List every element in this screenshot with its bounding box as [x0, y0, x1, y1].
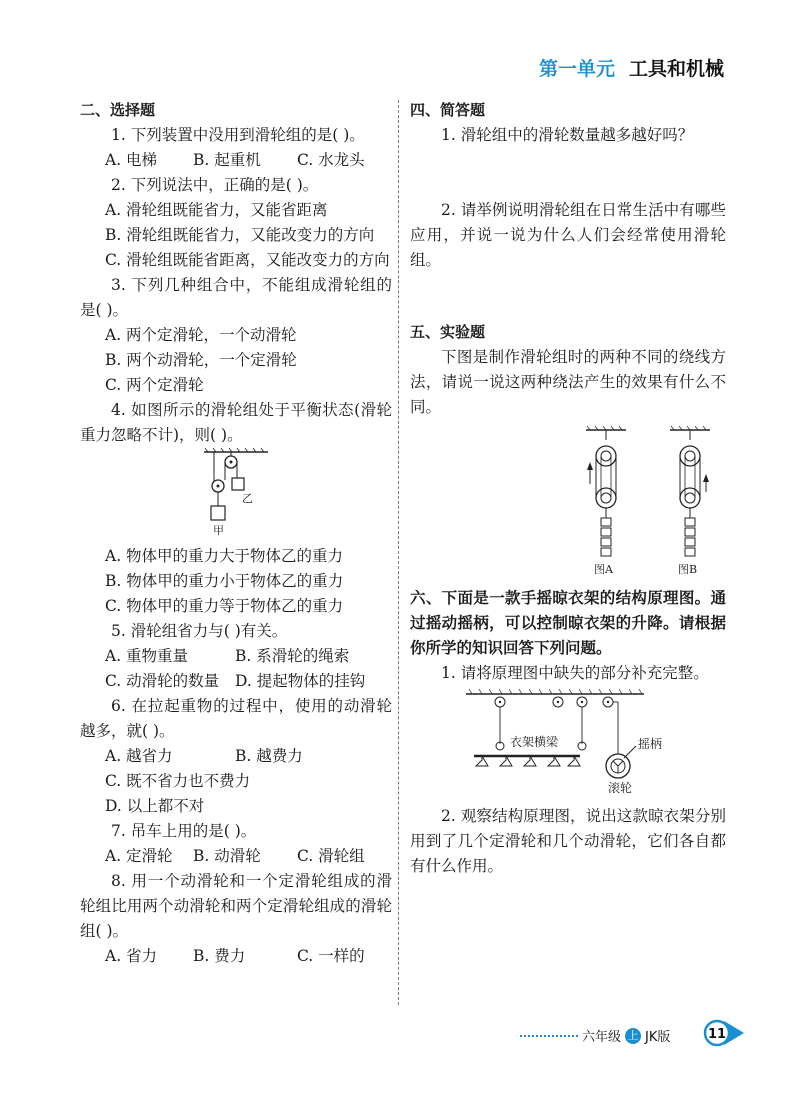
page-header — [539, 54, 724, 81]
option: C. 动滑轮的数量 — [105, 672, 220, 690]
left-column — [80, 98, 392, 969]
option: C. 滑轮组既能省距离，又能改变力的方向 — [105, 251, 390, 269]
question-6: 6. 在拉起重物的过程中，使用的动滑轮越多，就( )。 — [80, 697, 392, 740]
section-title-drying-rack: 六、下面是一款手摇晾衣架的结构原理图。通过摇动摇柄，可以控制晾衣架的升降。请根据你所学的知识回答下列问题。 — [410, 589, 726, 657]
option: A. 省力 — [105, 947, 158, 965]
page-number: 11 — [707, 1027, 727, 1042]
unit-topic: 工具和机械 — [628, 58, 724, 80]
roller-label: 滚轮 — [608, 781, 633, 795]
option: A. 滑轮组既能省力，又能省距离 — [105, 201, 328, 219]
short-answer-question-2: 2. 请举例说明滑轮组在日常生活中有哪些应用，并说一说为什么人们会经常使用滑轮组。 — [410, 201, 726, 269]
option: B. 动滑轮 — [193, 847, 261, 865]
drying-rack-question-1: 1. 请将原理图中缺失的部分补充完整。 — [441, 664, 709, 682]
unit-label: 第一单元 — [538, 58, 615, 80]
option: B. 起重机 — [193, 151, 261, 169]
page-number-badge — [702, 1018, 746, 1048]
option: B. 两个动滑轮，一个定滑轮 — [105, 351, 297, 369]
section-title-experiment: 五、实验题 — [410, 323, 486, 341]
edition-label: JK版 — [645, 1030, 671, 1045]
question-1: 1. 下列装置中没用到滑轮组的是( )。 — [111, 126, 365, 144]
question-3: 3. 下列几种组合中，不能组成滑轮组的是( )。 — [80, 276, 392, 319]
question-4: 4. 如图所示的滑轮组处于平衡状态(滑轮重力忽略不计)，则( )。 — [80, 401, 392, 444]
option: D. 以上都不对 — [105, 797, 205, 815]
option: C. 水龙头 — [297, 151, 365, 169]
column-divider — [398, 100, 399, 1005]
beam-label: 衣架横梁 — [510, 735, 559, 749]
page-footer — [520, 1026, 670, 1045]
option: B. 系滑轮的绳索 — [235, 647, 350, 665]
label-yi: 乙 — [242, 492, 253, 505]
question-5-options-row2 — [80, 669, 392, 694]
question-5: 5. 滑轮组省力与( )有关。 — [111, 622, 288, 640]
section-title-choice: 二、选择题 — [80, 101, 156, 119]
question-2: 2. 下列说法中，正确的是( )。 — [111, 176, 319, 194]
option: C. 物体甲的重力等于物体乙的重力 — [105, 597, 344, 615]
pulley-system-figure — [196, 448, 276, 538]
figure-a-label: 图A — [594, 563, 613, 576]
label-jia: 甲 — [213, 524, 224, 537]
option: A. 越省力 — [105, 747, 173, 765]
option: B. 物体甲的重力小于物体乙的重力 — [105, 572, 344, 590]
option: A. 定滑轮 — [105, 847, 173, 865]
option: D. 提起物体的挂钩 — [235, 672, 366, 690]
option: C. 滑轮组 — [297, 847, 365, 865]
question-7-options — [80, 844, 392, 869]
question-8-options — [80, 944, 392, 969]
option: A. 重物重量 — [105, 647, 189, 665]
footer-dotted-line — [520, 1035, 578, 1037]
question-5-options-row1 — [80, 644, 392, 669]
option: B. 费力 — [193, 947, 246, 965]
question-7: 7. 吊车上用的是( )。 — [111, 822, 257, 840]
question-1-options — [80, 148, 392, 173]
option: A. 物体甲的重力大于物体乙的重力 — [105, 547, 344, 565]
answer-space — [410, 148, 726, 198]
drying-rack-diagram — [410, 686, 726, 796]
winding-methods-figure — [586, 426, 726, 578]
answer-space — [410, 273, 726, 320]
option: B. 滑轮组既能省力，又能改变力的方向 — [105, 226, 375, 244]
right-column — [410, 98, 726, 879]
grade-label: 六年级 — [582, 1030, 622, 1045]
option: C. 一样的 — [297, 947, 365, 965]
question-6-options-row1 — [80, 744, 392, 769]
option: A. 电梯 — [105, 151, 158, 169]
option: B. 越费力 — [235, 747, 303, 765]
question-8: 8. 用一个动滑轮和一个定滑轮组成的滑轮组比用两个动滑轮和两个定滑轮组成的滑轮组( )。 — [80, 872, 392, 940]
drying-rack-question-2: 2. 观察结构原理图，说出这款晾衣架分别用到了几个定滑轮和几个动滑轮，它们各自都有什么作用。 — [410, 807, 726, 875]
option: C. 既不省力也不费力 — [105, 772, 251, 790]
section-title-short-answer: 四、简答题 — [410, 101, 486, 119]
short-answer-question-1: 1. 滑轮组中的滑轮数量越多越好吗？ — [441, 126, 694, 144]
option: A. 两个定滑轮，一个动滑轮 — [105, 326, 297, 344]
handle-label: 摇柄 — [638, 737, 663, 751]
term-badge: 上 — [625, 1028, 641, 1044]
experiment-text: 下图是制作滑轮组时的两种不同的绕线方法，请说一说这两种绕法产生的效果有什么不同。 — [410, 348, 726, 416]
option: C. 两个定滑轮 — [105, 376, 204, 394]
figure-b-label: 图B — [678, 563, 698, 576]
